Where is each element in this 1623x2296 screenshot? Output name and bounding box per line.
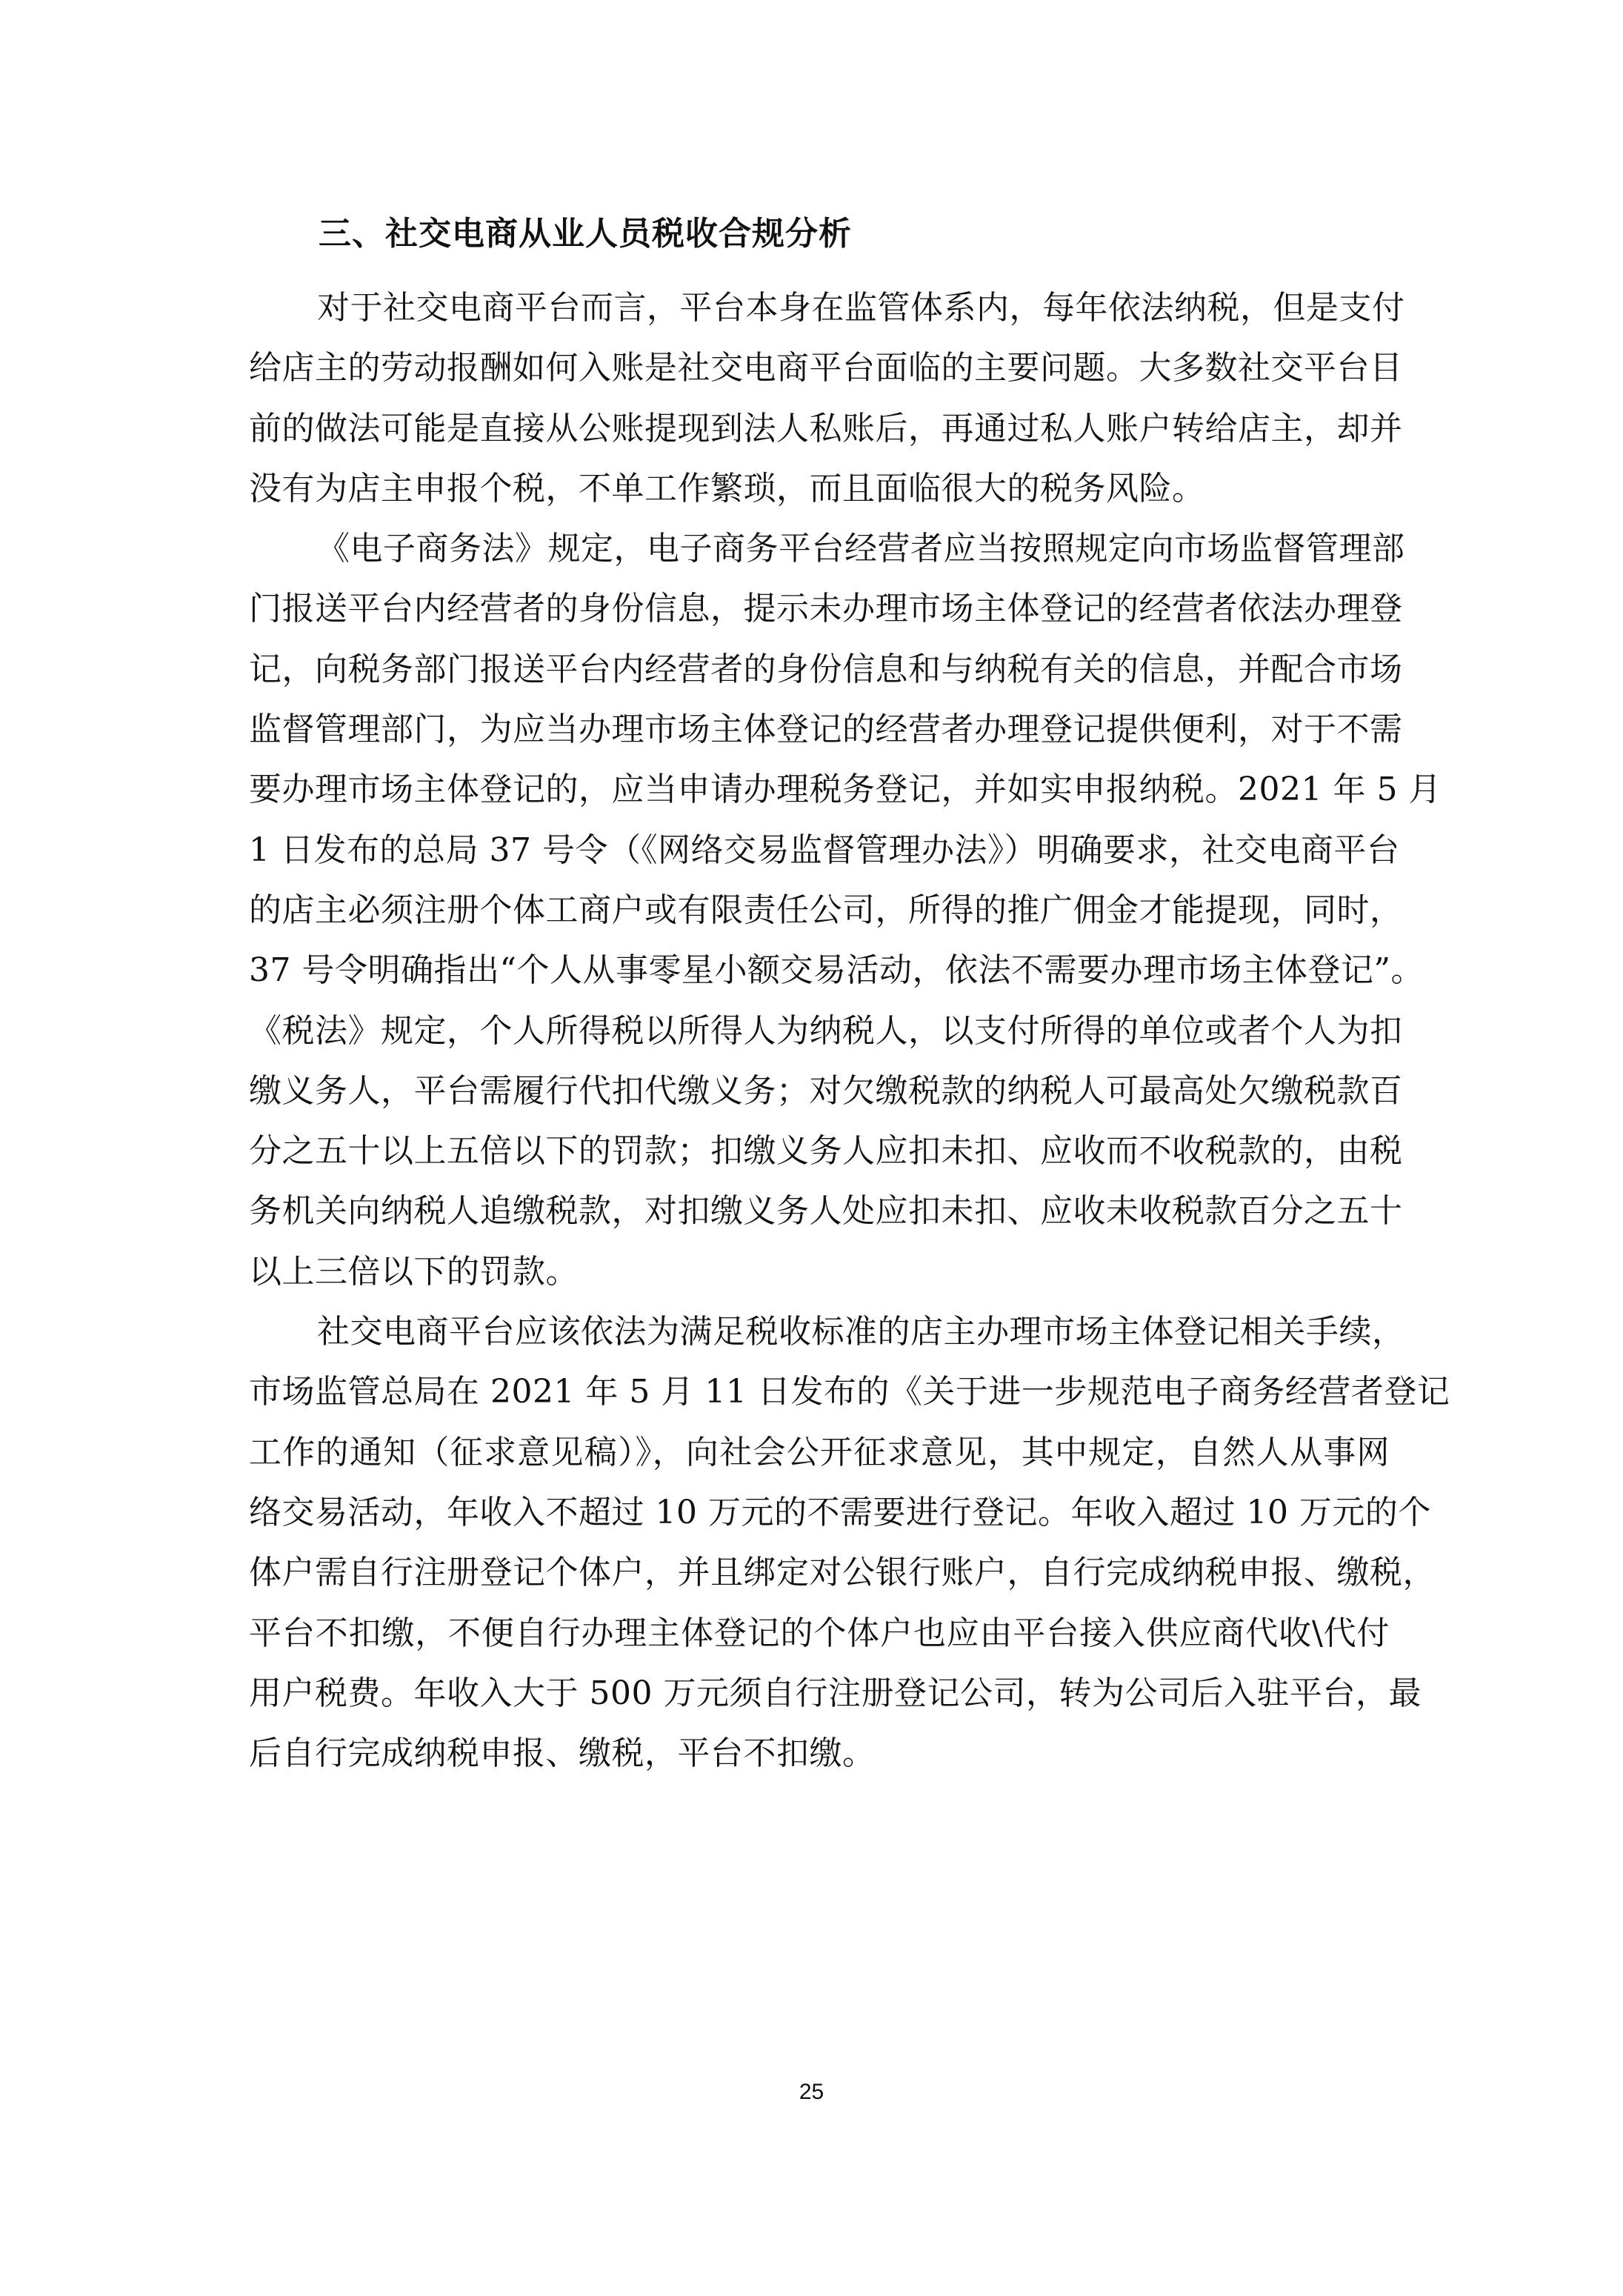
paragraph-line: 没有为店主申报个税，不单工作繁琐，而且面临很大的税务风险。	[249, 469, 1205, 508]
paragraph-line: 用户税费。年收入大于 500 万元须自行注册登记公司，转为公司后入驻平台，最	[249, 1674, 1422, 1712]
paragraph-line: 社交电商平台应该依法为满足税收标准的店主办理市场主体登记相关手续，	[317, 1313, 1405, 1351]
paragraph-3	[249, 1302, 1450, 1783]
paragraph-line: 以上三倍以下的罚款。	[249, 1252, 579, 1291]
paragraph-line: 平台不扣缴，不便自行办理主体登记的个体户也应由平台接入供应商代收\代付	[249, 1614, 1390, 1652]
paragraph-1	[249, 278, 1405, 519]
paragraph-line: 前的做法可能是直接从公账提现到法人私账后，再通过私人账户转给店主，却并	[249, 409, 1403, 447]
paragraph-line: 1 日发布的总局 37 号令（《网络交易监督管理办法》）明确要求，社交电商平台	[249, 831, 1400, 869]
paragraph-line: 后自行完成纳税申报、缴税，平台不扣缴。	[249, 1734, 876, 1773]
paragraph-line: 缴义务人，平台需履行代扣代缴义务；对欠缴税款的纳税人可最高处欠缴税款百	[249, 1071, 1403, 1110]
paragraph-line: 市场监管总局在 2021 年 5 月 11 日发布的《关于进一步规范电子商务经营者登记	[249, 1373, 1450, 1411]
paragraph-line: 给店主的劳动报酬如何入账是社交电商平台面临的主要问题。大多数社交平台目	[249, 349, 1403, 387]
paragraph-line: 门报送平台内经营者的身份信息，提示未办理市场主体登记的经营者依法办理登	[249, 590, 1403, 628]
paragraph-line: 对于社交电商平台而言，平台本身在监管体系内，每年依法纳税，但是支付	[317, 289, 1405, 327]
paragraph-line: 要办理市场主体登记的，应当申请办理税务登记，并如实申报纳税。2021 年 5 月	[249, 771, 1442, 809]
body-text	[249, 278, 1450, 1783]
paragraph-2	[249, 519, 1442, 1302]
section-heading: 三、社交电商从业人员税收合规分析	[319, 215, 852, 253]
paragraph-line: 《电子商务法》规定，电子商务平台经营者应当按照规定向市场监督管理部	[317, 530, 1405, 568]
paragraph-line: 37 号令明确指出“个人从事零星小额交易活动，依法不需要办理市场主体登记”。	[249, 951, 1424, 990]
page-number: 25	[799, 2080, 824, 2104]
paragraph-line: 工作的通知（征求意见稿）》，向社会公开征求意见，其中规定，自然人从事网	[249, 1433, 1390, 1471]
paragraph-line: 体户需自行注册登记个体户，并且绑定对公银行账户，自行完成纳税申报、缴税，	[249, 1554, 1436, 1592]
paragraph-line: 记，向税务部门报送平台内经营者的身份信息和与纳税有关的信息，并配合市场	[249, 650, 1403, 688]
paragraph-line: 务机关向纳税人追缴税款，对扣缴义务人处应扣未扣、应收未收税款百分之五十	[249, 1192, 1403, 1231]
paragraph-line: 络交易活动，年收入不超过 10 万元的不需要进行登记。年收入超过 10 万元的个	[249, 1493, 1431, 1531]
paragraph-line: 分之五十以上五倍以下的罚款；扣缴义务人应扣未扣、应收而不收税款的，由税	[249, 1132, 1403, 1171]
paragraph-line: 的店主必须注册个体工商户或有限责任公司，所得的推广佣金才能提现，同时，	[249, 891, 1403, 929]
paragraph-line: 《税法》规定，个人所得税以所得人为纳税人，以支付所得的单位或者个人为扣	[249, 1011, 1403, 1050]
paragraph-line: 监督管理部门，为应当办理市场主体登记的经营者办理登记提供便利，对于不需	[249, 711, 1403, 749]
